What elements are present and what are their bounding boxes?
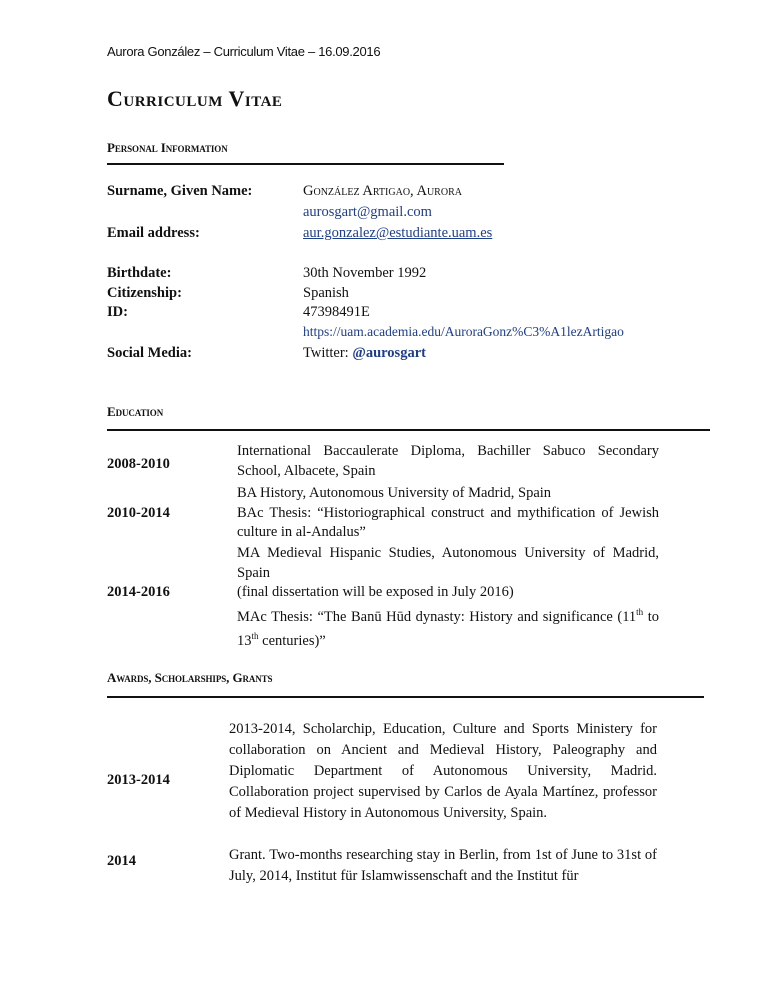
superscript: th <box>251 630 259 641</box>
award-year: 2014 <box>107 853 136 869</box>
education-year: 2008-2010 <box>107 456 170 472</box>
id-value: 47398491E <box>303 304 370 320</box>
award-entry <box>229 845 657 887</box>
superscript: th <box>636 606 644 617</box>
education-line: International Baccaulerate Diploma, Bachiller Sabuco Secondary School, Albacete, Spain <box>237 443 659 479</box>
education-entry <box>237 442 659 481</box>
twitter-handle-link[interactable]: @aurosgart <box>352 345 426 361</box>
award-text: 2013-2014, Scholarchip, Education, Culture and Sports Ministery for collaboration on Ancient and Medieval History, Paleography and Diplomatic Department of Autonomous University, Madrid. Collaboration project supervised by Carlos de Ayala Martínez, professor of Medieval History in Autonomous University, Spain. <box>229 721 657 821</box>
education-entry <box>237 484 659 543</box>
education-entry <box>237 544 659 651</box>
section-divider <box>107 163 504 165</box>
id-label: ID: <box>107 304 128 320</box>
education-line: BA History, Autonomous University of Madrid, Spain <box>237 485 552 501</box>
education-line: (final dissertation will be exposed in July 2016) <box>237 584 514 600</box>
email-label: Email address: <box>107 225 200 241</box>
email-secondary-link[interactable]: aur.gonzalez@estudiante.uam.es <box>303 225 493 241</box>
section-heading-personal: Personal Information <box>107 140 228 155</box>
education-year: 2010-2014 <box>107 505 170 521</box>
section-heading-awards: Awards, Scholarships, Grants <box>107 670 273 685</box>
education-year: 2014-2016 <box>107 584 170 600</box>
education-line: BAc Thesis: “Historiographical construct and mythification of Jewish culture in al-Andalus” <box>237 504 659 540</box>
surname-value: González Artigao, Aurora <box>303 183 462 199</box>
thesis-text: to 13 <box>237 608 659 649</box>
section-heading-education: Education <box>107 404 164 419</box>
page-header: Aurora González – Curriculum Vitae – 16.09.2016 <box>107 44 381 59</box>
email-primary[interactable]: aurosgart@gmail.com <box>303 204 432 220</box>
section-divider <box>107 429 710 431</box>
twitter-prefix: Twitter: <box>303 345 349 361</box>
birthdate-label: Birthdate: <box>107 265 172 281</box>
academia-link[interactable]: https://uam.academia.edu/AuroraGonz%C3%A1lezArtigao <box>303 324 624 339</box>
thesis-text: MAc Thesis: “The Banū Hūd dynasty: History and significance (11 <box>237 608 637 625</box>
award-text: Grant. Two-months researching stay in Berlin, from 1st of June to 31st of July, 2014, Institut für Islamwissenschaft and the Institut für <box>229 847 657 884</box>
thesis-text: centuries)” <box>258 632 326 649</box>
citizenship-value: Spanish <box>303 285 349 301</box>
social-media-label: Social Media: <box>107 345 192 361</box>
page-title: Curriculum Vitae <box>107 86 283 111</box>
education-line: MA Medieval Hispanic Studies, Autonomous University of Madrid, Spain <box>237 545 659 581</box>
birthdate-value: 30th November 1992 <box>303 265 427 281</box>
education-thesis-line <box>237 603 659 652</box>
surname-label: Surname, Given Name: <box>107 183 253 199</box>
twitter-entry <box>303 345 426 362</box>
section-divider <box>107 696 704 698</box>
award-entry <box>229 719 657 824</box>
citizenship-label: Citizenship: <box>107 285 182 301</box>
award-year: 2013-2014 <box>107 772 170 788</box>
